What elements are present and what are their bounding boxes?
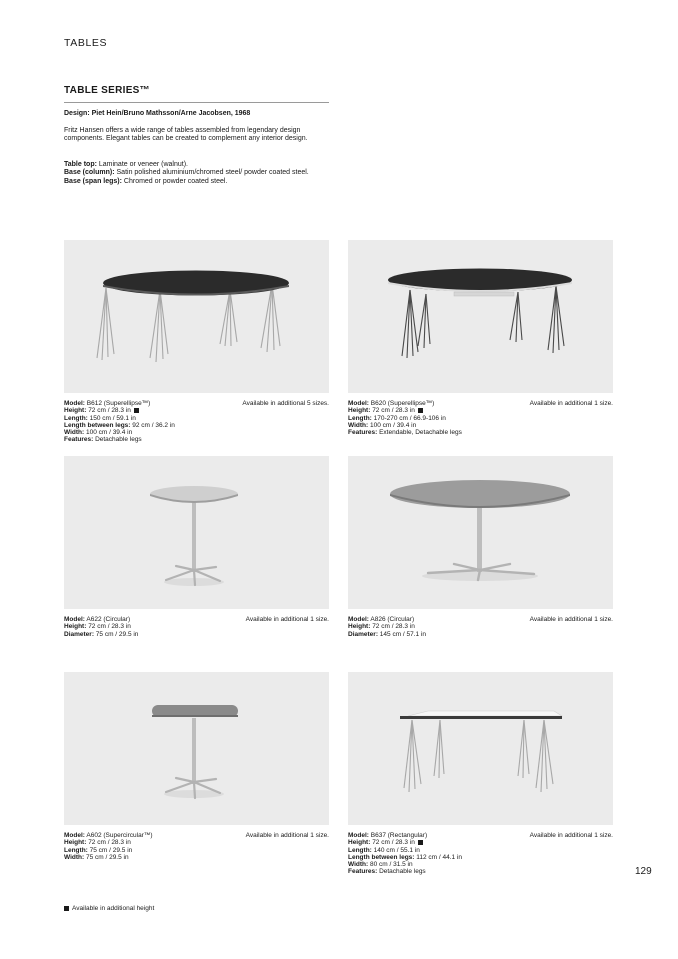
spec-label: Length: xyxy=(348,846,372,854)
spec-line xyxy=(348,422,613,429)
availability-note: Available in additional 1 size. xyxy=(245,832,329,839)
product-card-a826 xyxy=(348,456,613,638)
spec-label: Length between legs: xyxy=(348,853,415,861)
section-heading: TABLES xyxy=(64,37,108,49)
title-divider xyxy=(64,102,329,103)
spec-value: Laminate or veneer (walnut). xyxy=(96,161,188,168)
spec-label: Length: xyxy=(348,414,372,422)
spec-label: Model: xyxy=(348,832,369,839)
spec-label: Width: xyxy=(348,861,369,869)
spec-value: 75 cm / 29.5 in xyxy=(87,846,133,854)
spec-value: 145 cm / 57.1 in xyxy=(377,630,427,638)
spec-value: A622 (Circular) xyxy=(84,616,131,623)
page-number: 129 xyxy=(635,866,652,877)
spec-label: Features: xyxy=(348,868,378,876)
spec-value: 112 cm / 44.1 in xyxy=(414,853,463,861)
spec-value: 92 cm / 36.2 in xyxy=(130,421,175,429)
spec-value: Extendable, Detachable legs xyxy=(377,429,462,437)
spec-label: Base (column): xyxy=(64,169,115,177)
product-photo xyxy=(348,240,613,393)
spec-label: Table top: xyxy=(64,161,97,168)
spec-value: B637 (Rectangular) xyxy=(368,832,428,839)
spec-value: Satin polished aluminium/chromed steel/ powder coated steel. xyxy=(114,169,309,177)
product-caption xyxy=(348,400,613,436)
additional-height-icon xyxy=(418,408,423,413)
product-card-a622 xyxy=(64,456,329,638)
spec-value: 72 cm / 28.3 in xyxy=(86,407,131,415)
spec-value: 100 cm / 39.4 in xyxy=(84,429,133,437)
spec-value: 72 cm / 28.3 in xyxy=(86,839,131,847)
spec-value: 170-270 cm / 66.9-106 in xyxy=(371,414,446,422)
spec-label: Diameter: xyxy=(348,630,378,638)
product-photo xyxy=(348,456,613,609)
spec-value: A602 (Supercircular™) xyxy=(84,832,153,839)
availability-note: Available in additional 1 size. xyxy=(245,616,329,623)
spec-value: A826 (Circular) xyxy=(368,616,415,623)
spec-label: Base (span legs): xyxy=(64,177,122,185)
materials-specs xyxy=(64,161,309,186)
rectangular-table-white-top-image xyxy=(348,672,613,825)
superellipse-extendable-table-image xyxy=(348,240,613,393)
spec-line xyxy=(64,429,329,436)
spec-label: Features: xyxy=(348,429,378,437)
availability-note: Available in additional 1 size. xyxy=(529,616,613,623)
product-card-b620 xyxy=(348,240,613,436)
spec-label: Height: xyxy=(348,839,371,847)
spec-value: B612 (Superellipse™) xyxy=(84,400,151,407)
supercircular-table-image xyxy=(64,672,329,825)
product-caption xyxy=(348,832,613,876)
spec-line xyxy=(348,868,613,875)
footnote xyxy=(64,905,154,912)
additional-height-icon xyxy=(134,408,139,413)
spec-label: Features: xyxy=(64,436,94,444)
spec-line xyxy=(64,178,309,186)
spec-value: B620 (Superellipse™) xyxy=(368,400,435,407)
availability-note: Available in additional 5 sizes. xyxy=(242,400,329,407)
spec-label: Model: xyxy=(348,400,369,407)
spec-value: 75 cm / 29.5 in xyxy=(93,630,139,638)
spec-value: 75 cm / 29.5 in xyxy=(84,853,129,861)
product-photo xyxy=(64,672,329,825)
spec-line xyxy=(348,407,613,414)
spec-line xyxy=(348,623,613,630)
spec-line xyxy=(64,169,309,177)
spec-label: Diameter: xyxy=(64,630,94,638)
footnote-text: Available in additional height xyxy=(72,905,155,912)
intro-paragraph: Fritz Hansen offers a wide range of tables assembled from legendary design components. Elegant tables can be created to complement any interior design. xyxy=(64,127,308,143)
spec-label: Height: xyxy=(64,407,87,415)
spec-label: Model: xyxy=(64,400,85,407)
spec-value: 150 cm / 59.1 in xyxy=(87,414,136,422)
spec-label: Length: xyxy=(64,846,88,854)
spec-label: Width: xyxy=(64,853,85,861)
spec-value: 72 cm / 28.3 in xyxy=(370,407,415,415)
product-caption xyxy=(64,832,329,861)
spec-label: Length between legs: xyxy=(64,421,131,429)
product-caption xyxy=(64,616,329,638)
spec-line xyxy=(348,839,613,846)
additional-height-icon xyxy=(418,840,423,845)
spec-value: Detachable legs xyxy=(93,436,142,444)
spec-line xyxy=(348,861,613,868)
spec-line xyxy=(348,415,613,422)
spec-line xyxy=(64,415,329,422)
spec-label: Model: xyxy=(64,616,85,623)
spec-value: 100 cm / 39.4 in xyxy=(368,421,417,429)
spec-label: Height: xyxy=(348,623,371,631)
spec-label: Width: xyxy=(348,421,369,429)
spec-line xyxy=(64,631,329,638)
spec-label: Height: xyxy=(64,623,87,631)
product-card-b612 xyxy=(64,240,329,444)
spec-line xyxy=(348,854,613,861)
spec-line xyxy=(348,429,613,436)
spec-line xyxy=(64,623,329,630)
design-credit: Design: Piet Hein/Bruno Mathsson/Arne Jacobsen, 1968 xyxy=(64,110,251,117)
product-photo xyxy=(64,240,329,393)
spec-line xyxy=(348,631,613,638)
spec-value: 72 cm / 28.3 in xyxy=(86,623,131,631)
page-title: TABLE SERIES™ xyxy=(64,85,150,96)
product-photo xyxy=(64,456,329,609)
spec-line xyxy=(64,161,309,169)
spec-line xyxy=(64,422,329,429)
spec-line xyxy=(64,407,329,414)
product-caption xyxy=(348,616,613,638)
spec-line xyxy=(348,847,613,854)
spec-value: 72 cm / 28.3 in xyxy=(370,623,415,631)
spec-value: Detachable legs xyxy=(377,868,426,876)
spec-label: Height: xyxy=(64,839,87,847)
spec-label: Model: xyxy=(348,616,369,623)
spec-line xyxy=(64,854,329,861)
product-caption xyxy=(64,400,329,444)
spec-value: 72 cm / 28.3 in xyxy=(370,839,415,847)
spec-label: Length: xyxy=(64,414,88,422)
spec-label: Width: xyxy=(64,429,85,437)
small-circular-table-image xyxy=(64,456,329,609)
large-circular-table-image xyxy=(348,456,613,609)
spec-label: Height: xyxy=(348,407,371,415)
availability-note: Available in additional 1 size. xyxy=(529,832,613,839)
spec-value: 140 cm / 55.1 in xyxy=(371,846,420,854)
product-photo xyxy=(348,672,613,825)
additional-height-icon xyxy=(64,906,69,911)
availability-note: Available in additional 1 size. xyxy=(529,400,613,407)
spec-value: Chromed or powder coated steel. xyxy=(121,177,228,185)
superellipse-table-black-top-image xyxy=(64,240,329,393)
spec-line xyxy=(64,847,329,854)
spec-label: Model: xyxy=(64,832,85,839)
spec-value: 80 cm / 31.5 in xyxy=(368,861,413,869)
spec-line xyxy=(64,436,329,443)
product-card-a602 xyxy=(64,672,329,861)
spec-line xyxy=(64,839,329,846)
product-card-b637 xyxy=(348,672,613,876)
